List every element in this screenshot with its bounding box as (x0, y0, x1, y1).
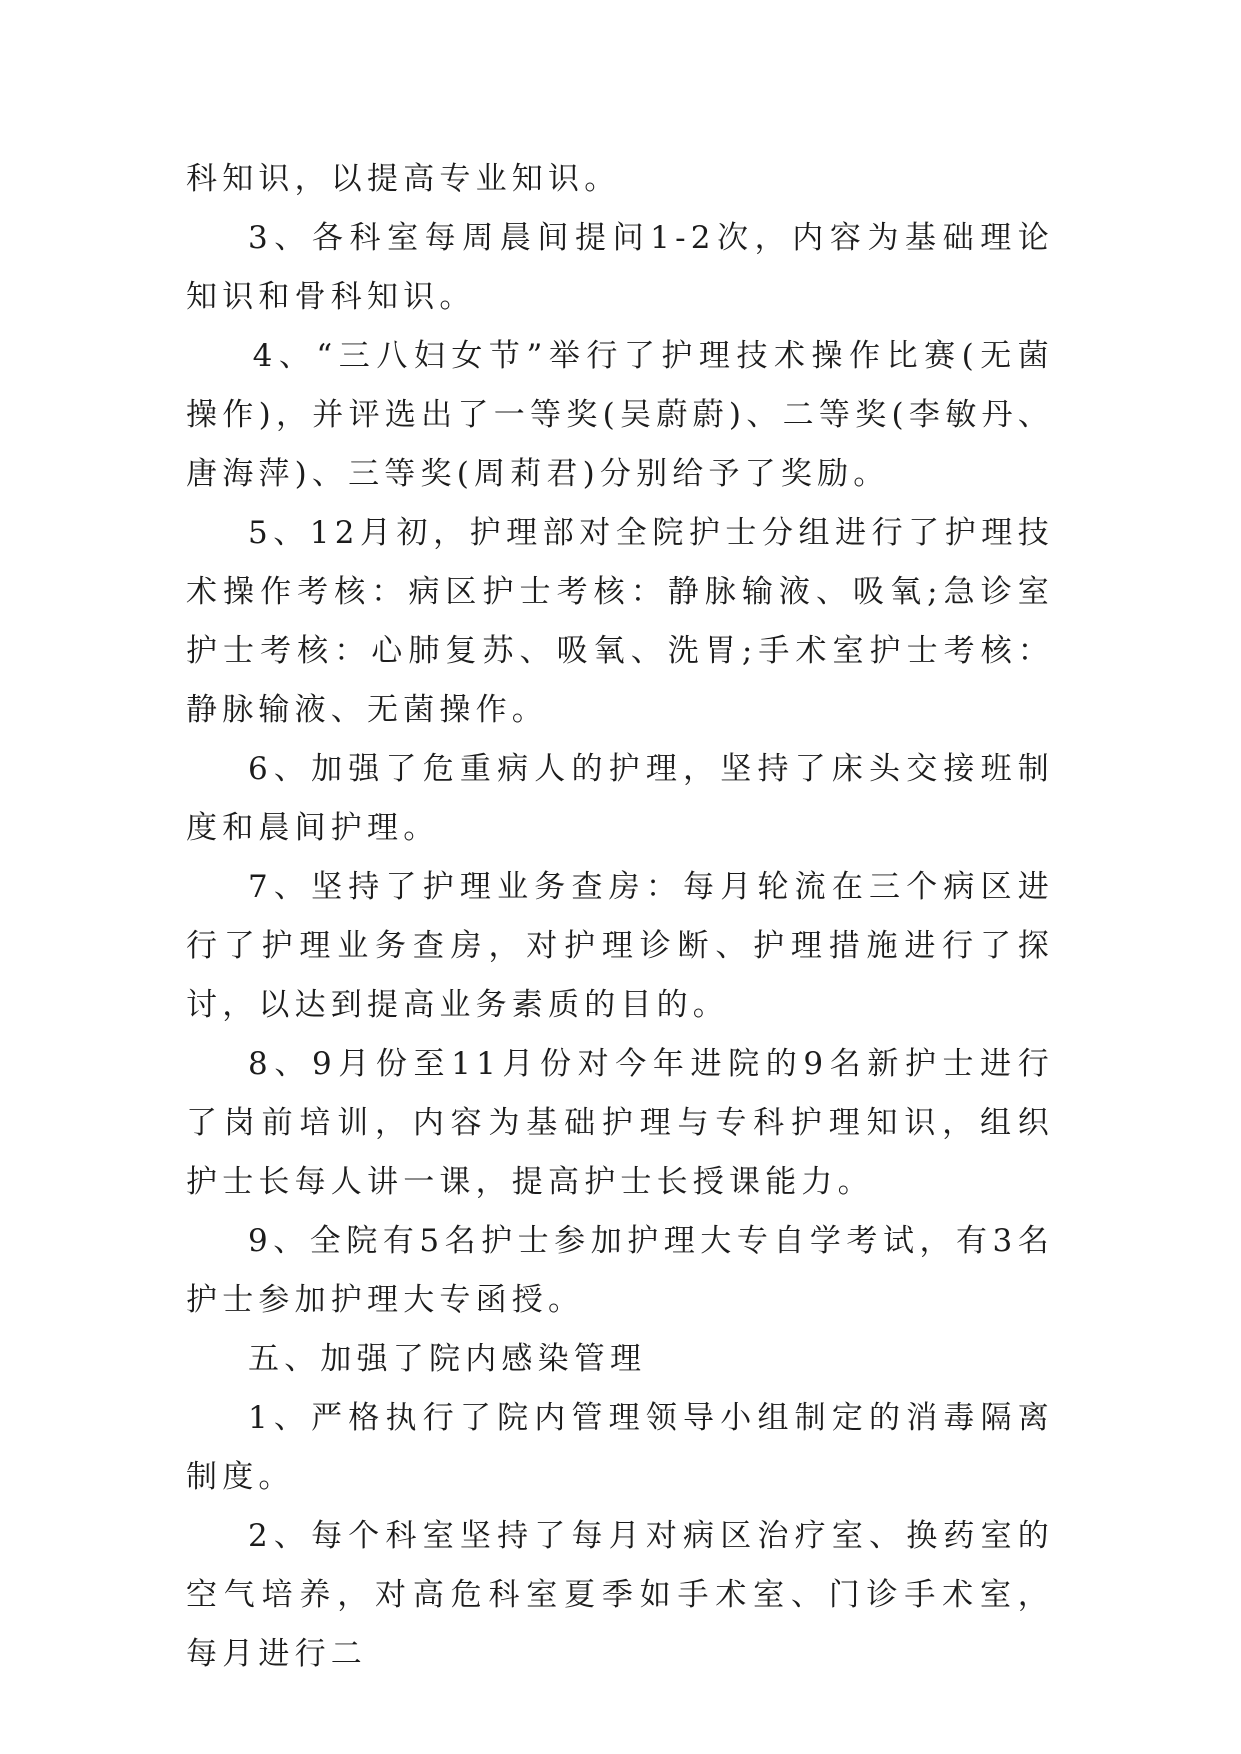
paragraph-2: 3、各科室每周晨间提问1-2次，内容为基础理论知识和骨科知识。 (186, 220, 1054, 315)
paragraph-7: 8、9月份至11月份对今年进院的9名新护士进行了岗前培训，内容为基础护理与专科护理知识，组织护士长每人讲一课，提高护士长授课能力。 (186, 1046, 1054, 1200)
paragraph-5: 6、加强了危重病人的护理，坚持了床头交接班制度和晨间护理。 (186, 751, 1054, 846)
paragraph-10: 2、每个科室坚持了每月对病区治疗室、换药室的空气培养，对高危科室夏季如手术室、门诊手术室，每月进行二 (186, 1518, 1054, 1672)
paragraph-3: 4、“三八妇女节”举行了护理技术操作比赛(无菌操作)，并评选出了一等奖(吴蔚蔚)、二等奖(李敏丹、唐海萍)、三等奖(周莉君)分别给予了奖励。 (186, 338, 1054, 492)
paragraph-8: 9、全院有5名护士参加护理大专自学考试，有3名护士参加护理大专函授。 (186, 1223, 1054, 1318)
section-heading: 五、加强了院内感染管理 (248, 1341, 647, 1377)
document-body (186, 150, 1054, 1684)
paragraph-6: 7、坚持了护理业务查房：每月轮流在三个病区进行了护理业务查房，对护理诊断、护理措施进行了探讨，以达到提高业务素质的目的。 (186, 869, 1054, 1023)
paragraph-9: 1、严格执行了院内管理领导小组制定的消毒隔离制度。 (186, 1400, 1054, 1495)
paragraph-1: 科知识，以提高专业知识。 (186, 161, 621, 197)
paragraph-4: 5、12月初，护理部对全院护士分组进行了护理技术操作考核：病区护士考核：静脉输液、吸氧;急诊室护士考核：心肺复苏、吸氧、洗胃;手术室护士考核：静脉输液、无菌操作。 (186, 515, 1054, 728)
